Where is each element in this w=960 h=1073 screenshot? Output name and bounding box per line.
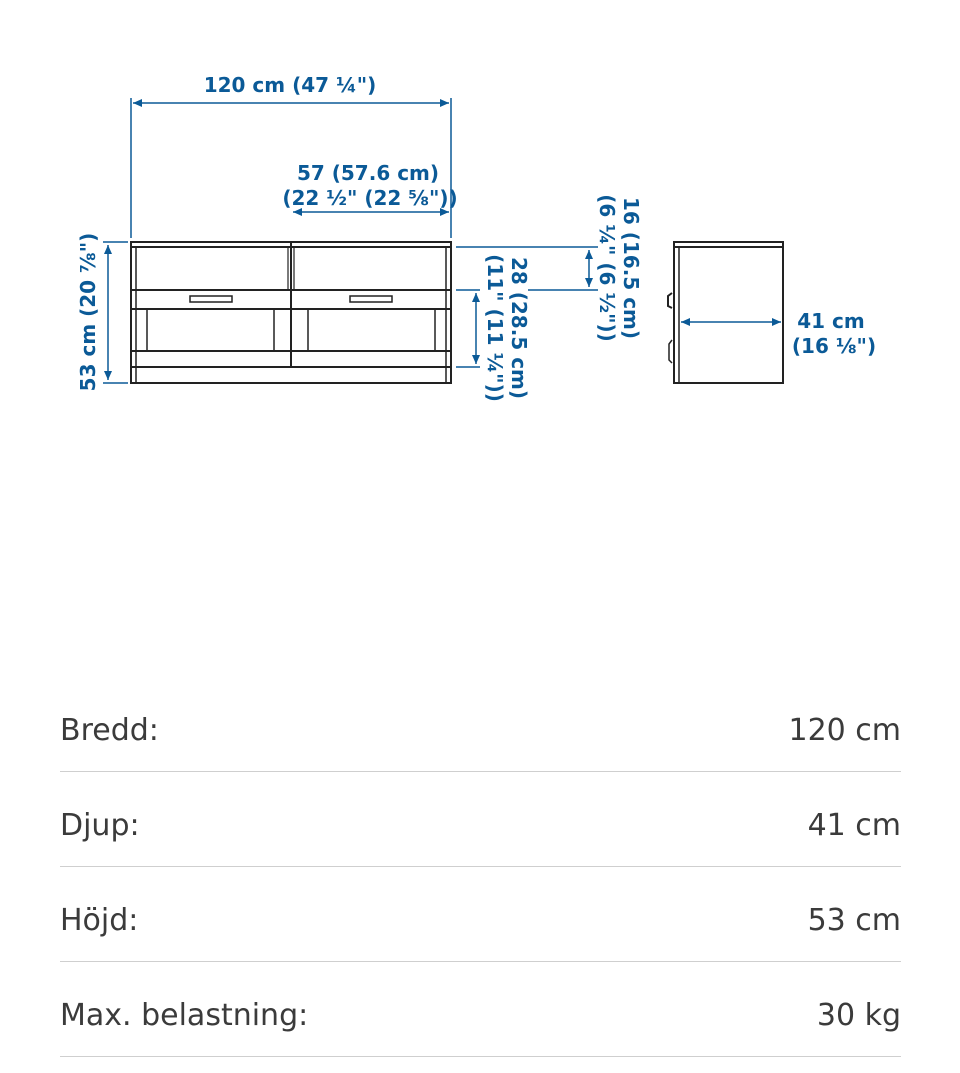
spec-row-height bbox=[60, 867, 901, 962]
tv-bench-side-view bbox=[668, 242, 783, 383]
spec-row-width bbox=[60, 677, 901, 772]
depth-label-line1: 41 cm bbox=[797, 309, 865, 333]
tv-bench-front-view bbox=[131, 242, 451, 383]
dimensions-spec-list bbox=[60, 677, 901, 1057]
spec-label: Max. belastning: bbox=[60, 997, 309, 1033]
spec-row-depth bbox=[60, 772, 901, 867]
drawer-width-label-line2: (22 ½" (22 ⅝")) bbox=[282, 186, 458, 210]
spec-value: 53 cm bbox=[807, 902, 901, 938]
depth-label-line2: (16 ⅛") bbox=[791, 334, 877, 358]
shelf-height-label-line1: 28 (28.5 cm) bbox=[507, 256, 531, 400]
drawer-height-label-line1: 16 (16.5 cm) bbox=[619, 196, 643, 340]
spec-row-max-load bbox=[60, 962, 901, 1057]
spec-value: 120 cm bbox=[788, 712, 901, 748]
drawer-height-label-line2: (6 ¼" (6 ½")) bbox=[595, 194, 619, 342]
total-width-label: 120 cm (47 ¼") bbox=[203, 73, 377, 97]
spec-label: Djup: bbox=[60, 807, 140, 843]
overall-height-label: 53 cm (20 ⅞") bbox=[76, 232, 100, 392]
drawer-width-label-line1: 57 (57.6 cm) bbox=[296, 161, 440, 185]
spec-value: 41 cm bbox=[807, 807, 901, 843]
shelf-height-label-line2: (11" (11 ¼")) bbox=[483, 254, 507, 402]
dimension-drawing bbox=[0, 0, 960, 460]
spec-value: 30 kg bbox=[816, 997, 901, 1033]
spec-label: Bredd: bbox=[60, 712, 159, 748]
spec-label: Höjd: bbox=[60, 902, 139, 938]
